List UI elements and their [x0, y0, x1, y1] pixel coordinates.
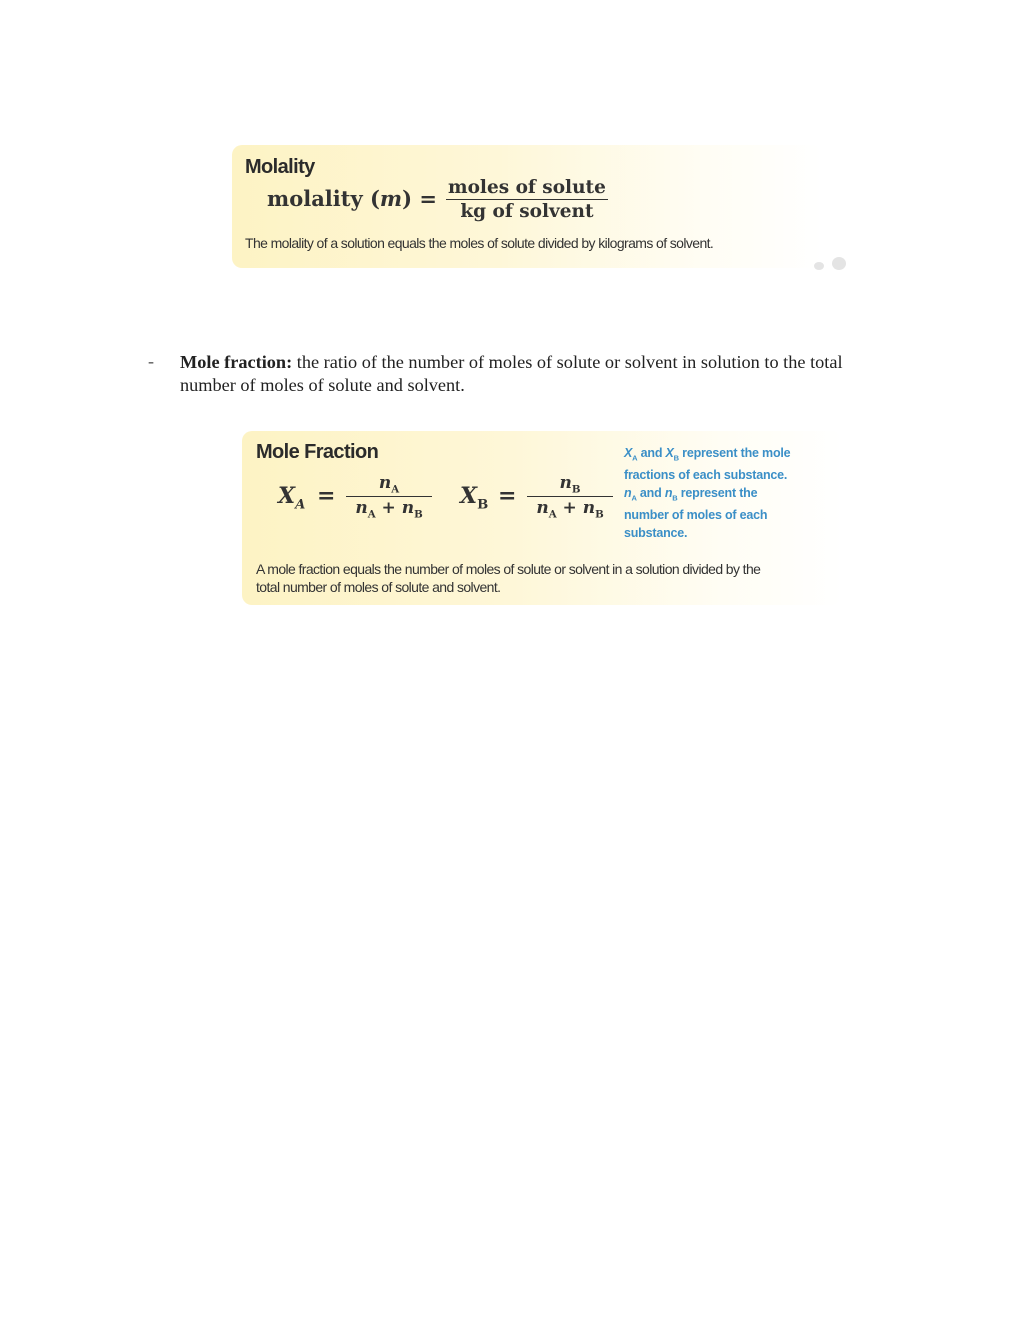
molality-box	[232, 145, 822, 268]
mole-fraction-box	[242, 431, 842, 605]
molality-caption: The molality of a solution equals the moles of solute divided by kilograms of solvent.	[245, 235, 714, 251]
xb-denominator: $n_A + n_B$	[536, 498, 604, 521]
bullet-marker: -	[148, 351, 154, 371]
xb-equals: =	[498, 483, 517, 509]
definition-term: Mole fraction:	[180, 352, 293, 372]
mole-fraction-definition	[180, 351, 880, 397]
mole-fraction-caption: A mole fraction equals the number of moles of solute or solvent in a solution divided by the total number of moles of solute and solvent.	[256, 561, 761, 595]
xa-equals: =	[317, 483, 336, 509]
molality-fraction	[446, 177, 608, 222]
xb-numerator: $n_B$	[527, 473, 613, 497]
decorative-dot	[832, 257, 846, 270]
molality-numerator: moles of solute	[448, 177, 606, 198]
molality-lhs: molality (m) =	[267, 186, 437, 211]
mole-fraction-title: Mole Fraction	[256, 441, 379, 463]
decorative-dot	[814, 262, 824, 270]
molality-denominator: kg of solvent	[460, 201, 594, 222]
moles-note: $n_A$ and $n_B$ represent the number of moles of each substance.	[624, 486, 768, 540]
xa-fraction	[346, 473, 432, 521]
molality-title: Molality	[245, 156, 315, 178]
definition-text: the ratio of the number of moles of solute or solvent in solution to the total number of moles of solute and solvent.	[180, 352, 843, 395]
xb-lhs: $X_B$	[460, 483, 489, 513]
xa-denominator: $n_A + n_B$	[355, 498, 423, 521]
mole-fraction-note: $X_A$ and $X_B$ represent the mole fractions of each substance.	[624, 446, 791, 482]
xa-numerator: $n_A$	[346, 473, 432, 497]
xb-fraction	[527, 473, 613, 521]
xa-lhs: $X_A$	[278, 483, 306, 513]
